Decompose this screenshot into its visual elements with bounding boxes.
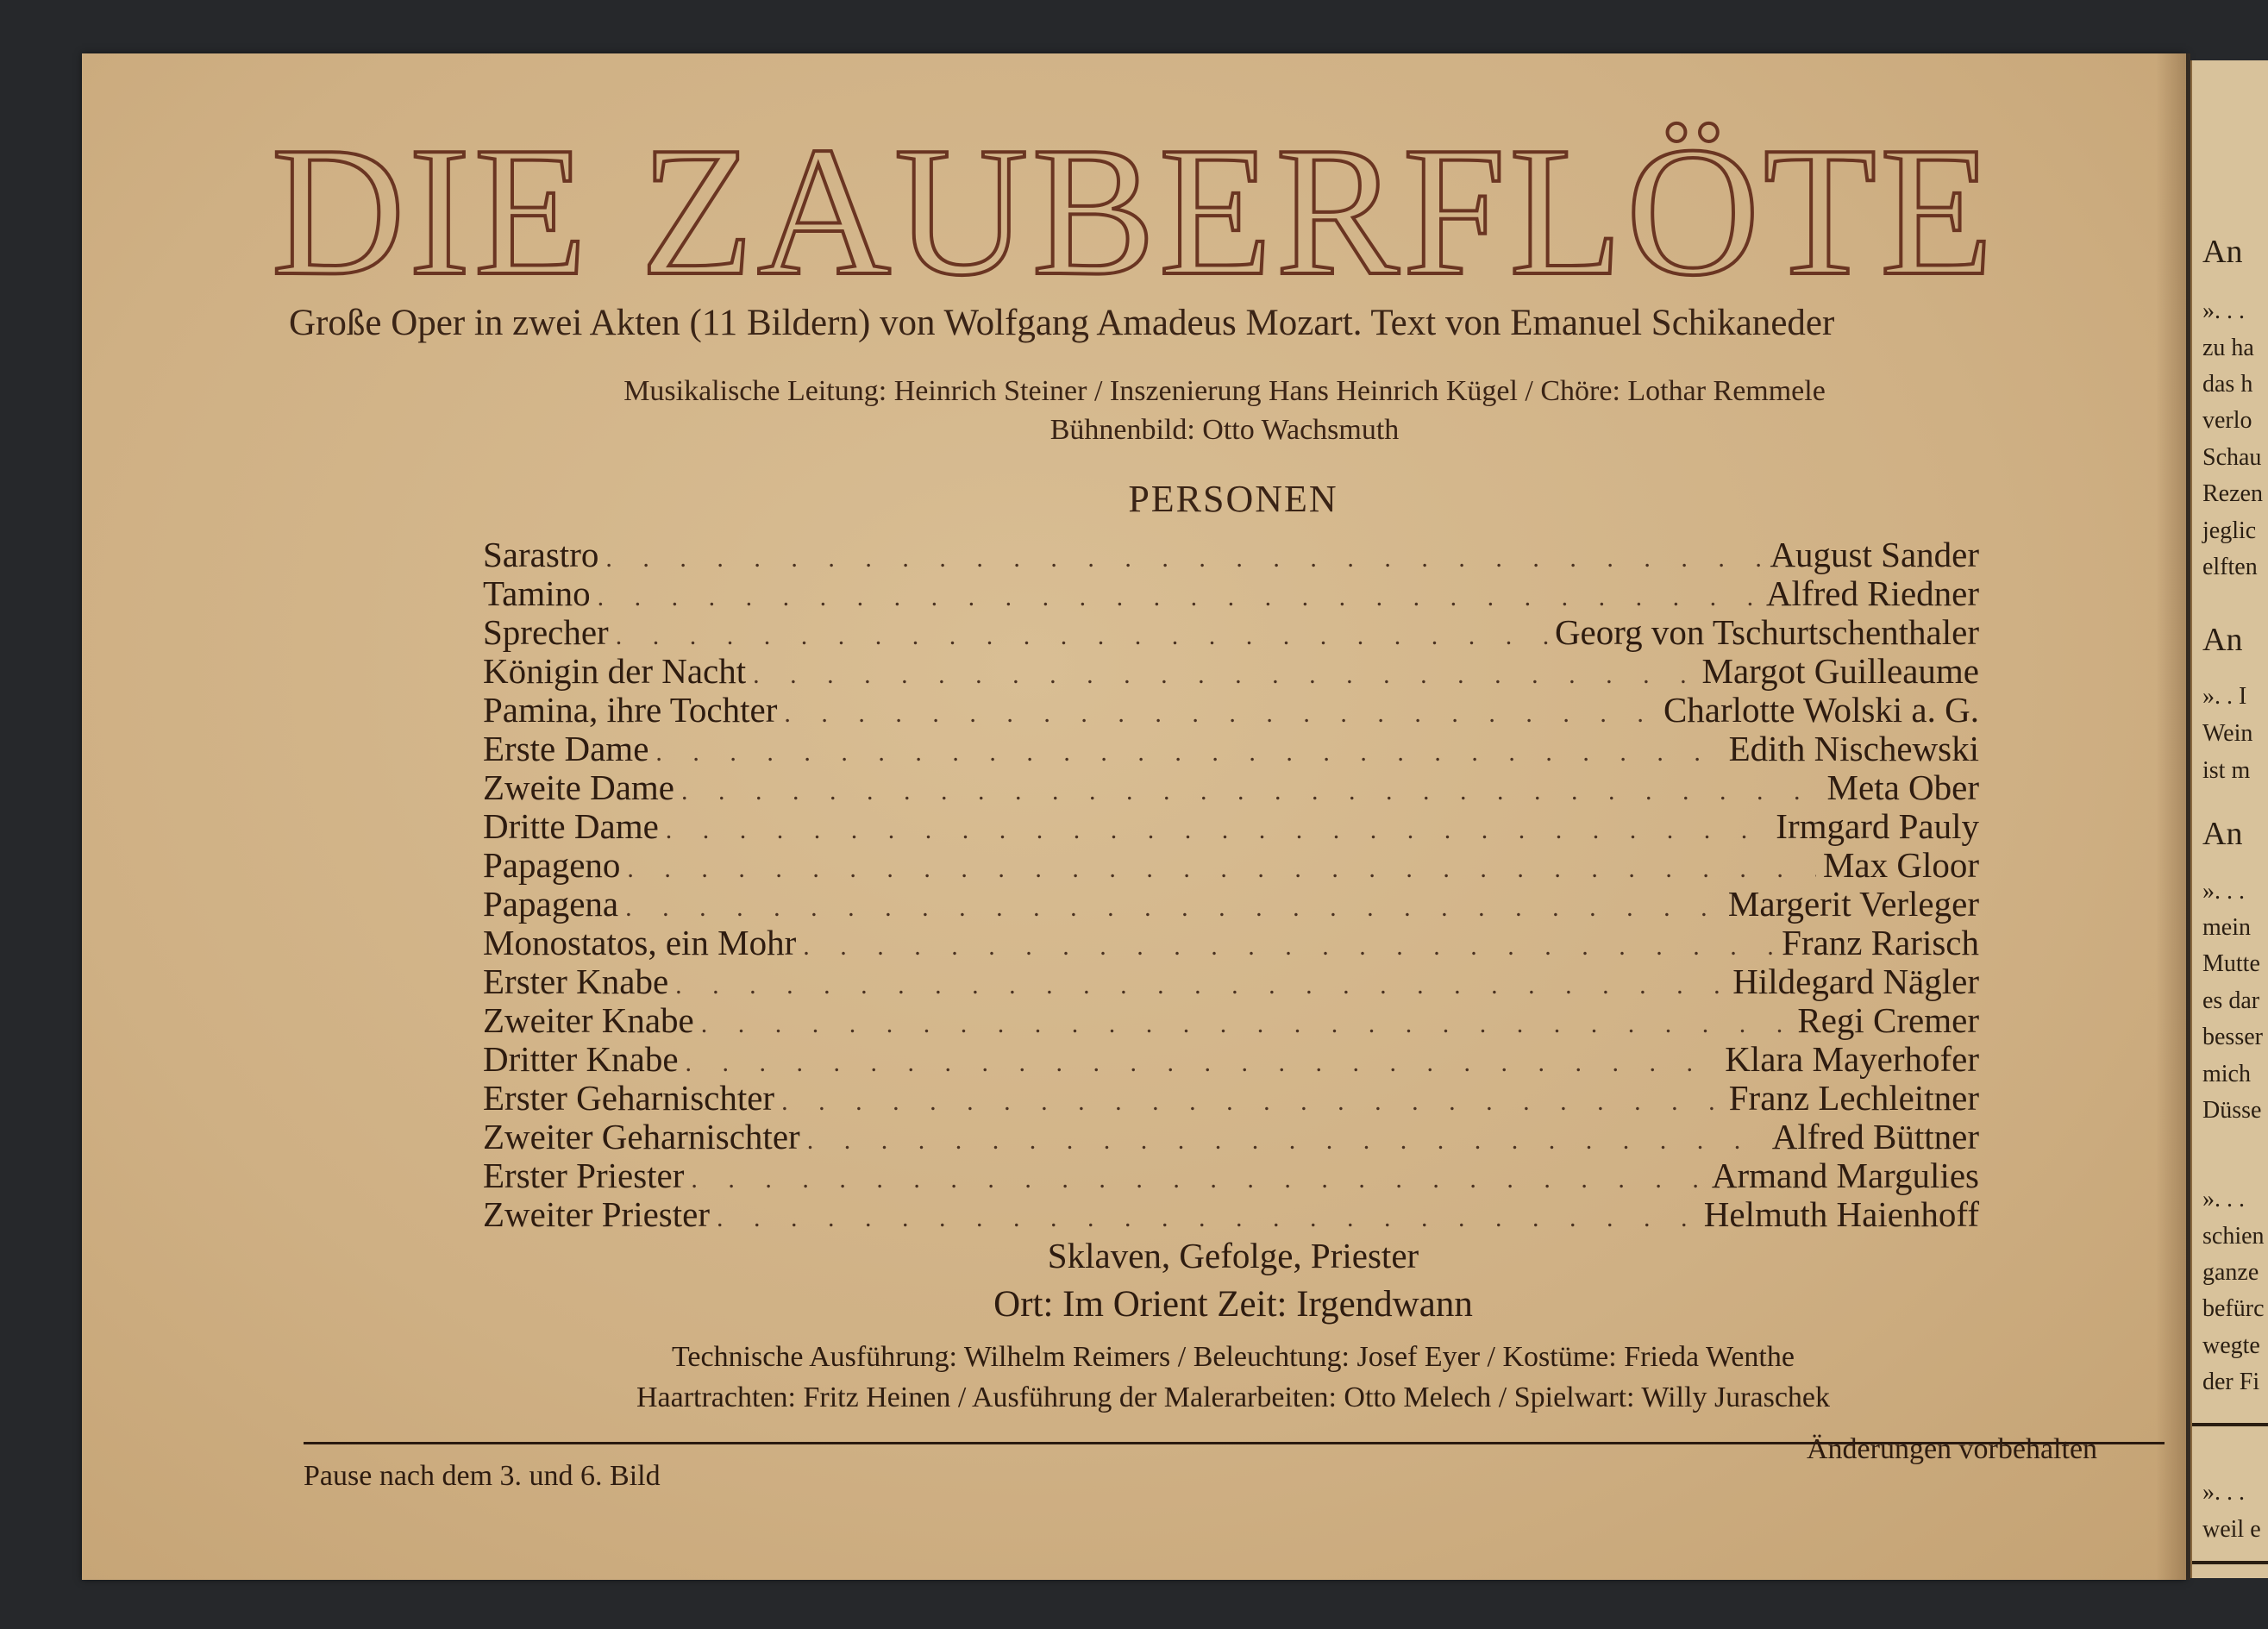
cast-row [483, 1039, 1979, 1079]
adjacent-rule [2192, 1423, 2268, 1426]
technical-credits-line2: Haartrachten: Fritz Heinen / Ausführung der Malerarbeiten: Otto Melech / Spielwart: Willy Juraschek [636, 1382, 1831, 1413]
cast-row [483, 651, 1979, 691]
cast-row [483, 1117, 1979, 1156]
opera-title: DIE ZAUBERFLÖTE [271, 108, 1997, 314]
adjacent-text: mein [2202, 914, 2251, 941]
performer-name: Hildegard Nägler [1732, 962, 1979, 1001]
setting-line: Ort: Im Orient Zeit: Irgendwann [993, 1284, 1473, 1325]
opera-subtitle: Große Oper in zwei Akten (11 Bildern) von Wolfgang Amadeus Mozart. Text von Emanuel Schikaneder [289, 303, 1835, 343]
role-name: Tamino [483, 573, 591, 613]
adjacent-text: ». . . [2202, 1186, 2245, 1212]
role-name: Erster Knabe [483, 962, 669, 1001]
cast-row [483, 1194, 1979, 1234]
role-name: Zweiter Priester [483, 1194, 710, 1234]
adjacent-text: An [2202, 234, 2243, 270]
adjacent-text: Mutte [2202, 950, 2260, 977]
intermission-note: Pause nach dem 3. und 6. Bild [304, 1460, 661, 1492]
cast-row [483, 1000, 1979, 1040]
role-name: Zweiter Geharnischter [483, 1117, 800, 1156]
role-name: Papagena [483, 884, 619, 924]
cast-row [483, 690, 1979, 730]
role-name: Königin der Nacht [483, 651, 747, 691]
performer-name: Meta Ober [1826, 768, 1979, 807]
cast-row [483, 962, 1979, 1001]
adjacent-text: ganze [2202, 1259, 2259, 1286]
adjacent-text: der Fi [2202, 1369, 2260, 1395]
production-credits-line1: Musikalische Leitung: Heinrich Steiner / Inszenierung Hans Heinrich Kügel / Chöre: Lothar Remmele [623, 375, 1826, 407]
adjacent-text: zu ha [2202, 335, 2254, 361]
adjacent-text: Schau [2202, 444, 2262, 471]
performer-name: Franz Lechleitner [1728, 1078, 1979, 1118]
performer-name: Margot Guilleaume [1701, 651, 1979, 691]
role-name: Dritter Knabe [483, 1039, 679, 1079]
adjacent-text: ». . . [2202, 298, 2245, 324]
adjacent-text: An [2202, 622, 2243, 658]
cast-row [483, 884, 1979, 924]
role-name: Erster Priester [483, 1156, 685, 1195]
performer-name: Max Gloor [1822, 845, 1979, 885]
adjacent-text: Rezen [2202, 480, 2263, 507]
adjacent-text: ». . . [2202, 1479, 2245, 1506]
production-credits-line2: Bühnenbild: Otto Wachsmuth [1049, 414, 1400, 446]
role-name: Monostatos, ein Mohr [483, 923, 797, 962]
changes-note: Änderungen vorbehalten [1807, 1433, 2098, 1465]
role-name: Papageno [483, 845, 621, 885]
cast-row [483, 573, 1979, 613]
performer-name: Regi Cremer [1797, 1000, 1979, 1040]
adjacent-text: An [2202, 816, 2243, 852]
adjacent-text: das h [2202, 371, 2253, 398]
cast-row [483, 806, 1979, 846]
role-name: Pamina, ihre Tochter [483, 690, 778, 730]
adjacent-text: Düsse [2202, 1097, 2262, 1124]
adjacent-text: besser [2202, 1024, 2263, 1050]
cast-row [483, 1078, 1979, 1118]
cast-row [483, 768, 1979, 807]
adjacent-text: schien [2202, 1223, 2265, 1250]
adjacent-text: wegte [2202, 1332, 2260, 1359]
role-name: Sarastro [483, 535, 599, 574]
performer-name: Alfred Büttner [1771, 1117, 1979, 1156]
adjacent-rule [2192, 1561, 2268, 1564]
role-name: Erster Geharnischter [483, 1078, 775, 1118]
adjacent-text: ». . . [2202, 878, 2245, 905]
performer-name: Franz Rarisch [1782, 923, 1979, 962]
performer-name: Margerit Verleger [1727, 884, 1979, 924]
performer-name: Helmuth Haienhoff [1703, 1194, 1979, 1234]
adjacent-text: es dar [2202, 987, 2260, 1014]
performer-name: August Sander [1770, 535, 1979, 574]
adjacent-text: mich [2202, 1061, 2251, 1087]
cast-row [483, 535, 1979, 574]
ensemble-line: Sklaven, Gefolge, Priester [1047, 1236, 1419, 1275]
performer-name: Alfred Riedner [1765, 573, 1979, 613]
cast-row [483, 845, 1979, 885]
adjacent-text: jeglic [2202, 517, 2257, 544]
adjacent-text: verlo [2202, 407, 2252, 434]
performer-name: Irmgard Pauly [1776, 806, 1979, 846]
cast-row [483, 923, 1979, 962]
role-name: Zweiter Knabe [483, 1000, 694, 1040]
dot-leader [717, 1199, 1697, 1238]
adjacent-text: weil e [2202, 1516, 2261, 1543]
adjacent-text: Wein [2202, 720, 2253, 747]
performer-name: Klara Mayerhofer [1725, 1039, 1979, 1079]
technical-credits-line1: Technische Ausführung: Wilhelm Reimers / Beleuchtung: Josef Eyer / Kostüme: Frieda Wenthe [672, 1341, 1795, 1373]
role-name: Sprecher [483, 612, 609, 652]
cast-row [483, 729, 1979, 768]
performer-name: Georg von Tschurtschenthaler [1554, 612, 1979, 652]
adjacent-text: befürc [2202, 1295, 2265, 1322]
cast-heading: PERSONEN [1128, 478, 1338, 520]
cast-row [483, 612, 1979, 652]
adjacent-text: ». . I [2202, 683, 2247, 710]
performer-name: Armand Margulies [1711, 1156, 1979, 1195]
role-name: Zweite Dame [483, 768, 674, 807]
performer-name: Charlotte Wolski a. G. [1663, 690, 1979, 730]
performer-name: Edith Nischewski [1728, 729, 1979, 768]
adjacent-text: elften [2202, 554, 2258, 580]
role-name: Erste Dame [483, 729, 649, 768]
adjacent-text: ist m [2202, 757, 2251, 784]
cast-row [483, 1156, 1979, 1195]
role-name: Dritte Dame [483, 806, 659, 846]
